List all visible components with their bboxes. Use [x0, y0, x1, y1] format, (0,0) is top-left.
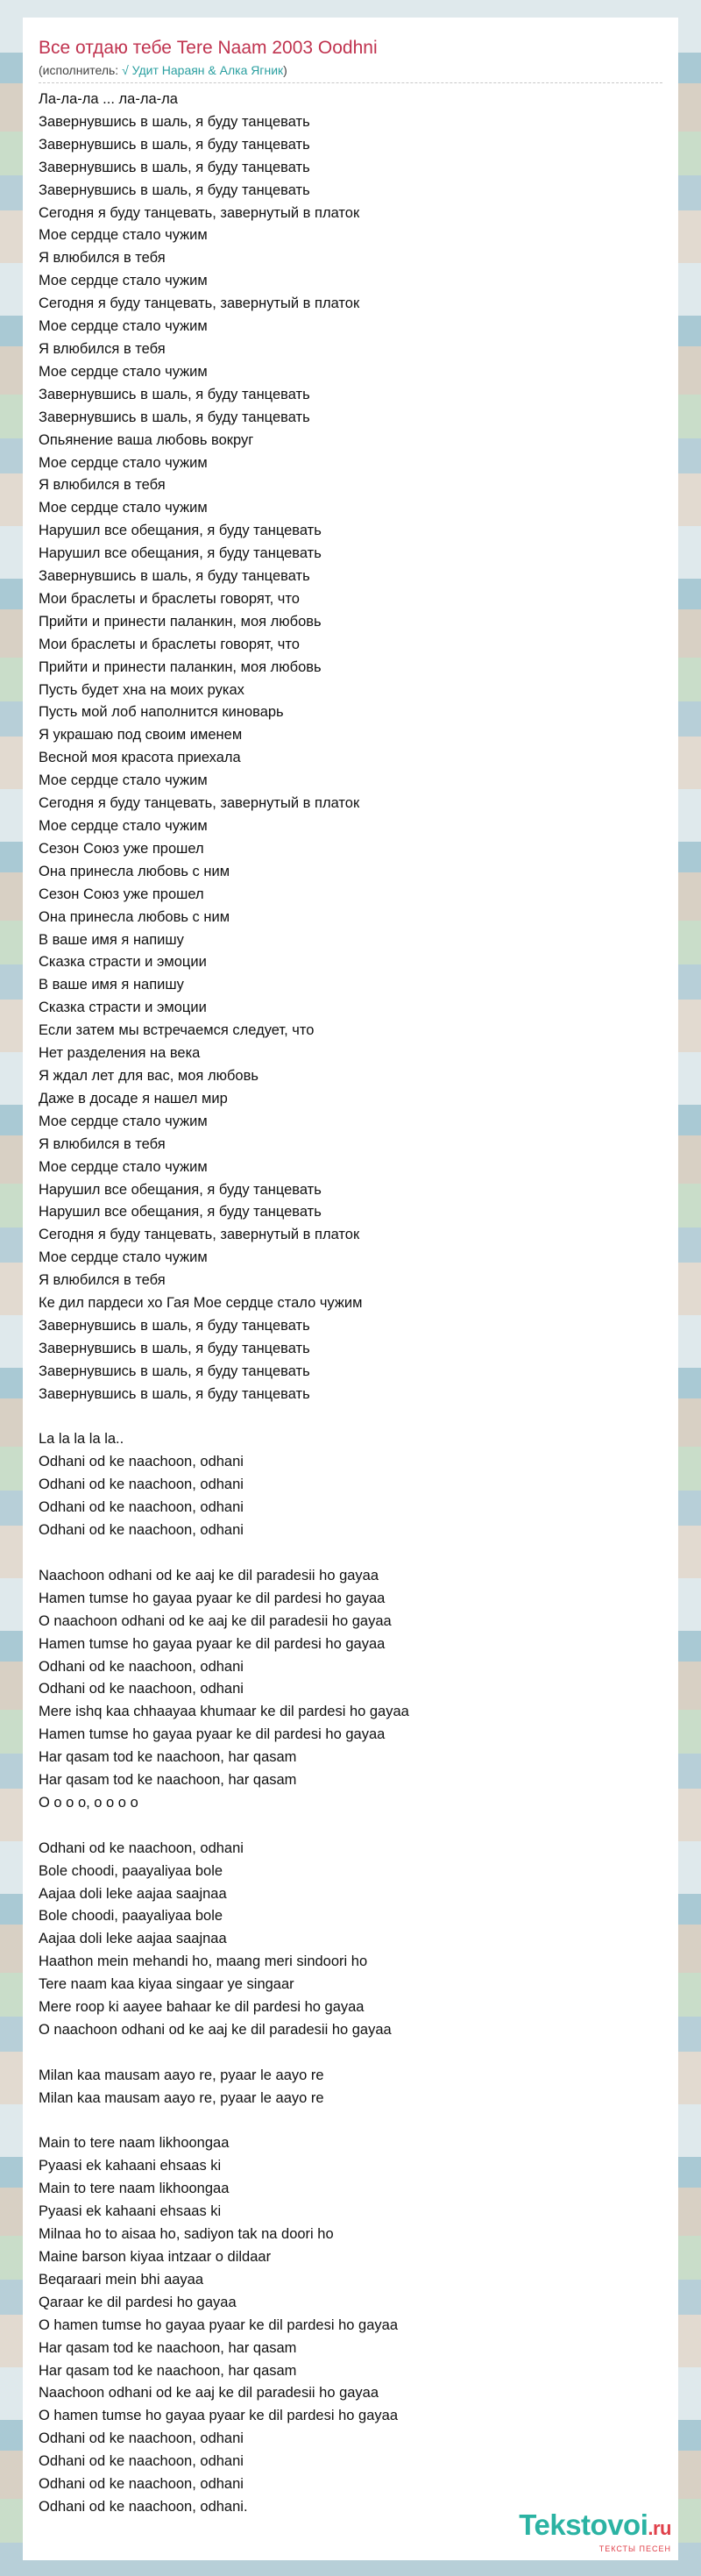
lyric-line: Мое сердце стало чужим — [39, 818, 208, 834]
lyric-line: Мое сердце стало чужим — [39, 500, 208, 516]
lyric-line: Aajaa doli leke aajaa saajnaa — [39, 1885, 227, 1902]
lyric-line: Odhani od ke naachoon, odhani — [39, 1839, 244, 1856]
lyric-line: Odhani od ke naachoon, odhani — [39, 1499, 244, 1516]
lyric-line: Сезон Союз уже прошел — [39, 886, 204, 902]
lyric-blank-line — [39, 2110, 662, 2133]
lyric-line: Сегодня я буду танцевать, завернутый в платок — [39, 1227, 360, 1243]
lyric-blank-line — [39, 1542, 662, 1565]
lyric-line: Я ждал лет для вас, моя любовь — [39, 1067, 258, 1084]
lyric-line: Она принесла любовь с ним — [39, 863, 230, 879]
lyric-line: Мое сердце стало чужим — [39, 1158, 208, 1175]
lyric-line: Qaraar ke dil pardesi ho gayaa — [39, 2294, 237, 2310]
lyric-line: Odhani od ke naachoon, odhani — [39, 1681, 244, 1697]
artist-link[interactable]: √ Удит Нараян & Алка Ягник — [122, 63, 284, 77]
lyric-line: Odhani od ke naachoon, odhani — [39, 1477, 244, 1493]
lyric-line: Beqaraari mein bhi aayaa — [39, 2271, 204, 2288]
lyric-line: Odhani od ke naachoon, odhani — [39, 2476, 244, 2493]
lyric-line: Мое сердце стало чужим — [39, 273, 208, 289]
lyric-line: Сказка страсти и эмоции — [39, 954, 207, 971]
lyric-line: Main to tere naam likhoongaa — [39, 2135, 230, 2152]
logo-wordmark — [519, 2510, 671, 2544]
lyric-line: Pyaasi ek kahaani ehsaas ki — [39, 2158, 222, 2174]
lyric-line: Haathon mein mehandi ho, maang meri sindoori ho — [39, 1953, 368, 1970]
lyric-line: Завернувшись в шаль, я буду танцевать — [39, 159, 310, 175]
lyric-line: Odhani od ke naachoon, odhani — [39, 2453, 244, 2470]
lyric-line: Нарушил все обещания, я буду танцевать — [39, 1181, 322, 1198]
lyric-line: Сезон Союз уже прошел — [39, 840, 204, 857]
lyric-line: Naachoon odhani od ke aaj ke dil paradesii ho gayaa — [39, 2385, 379, 2402]
lyric-line: Tere naam kaa kiyaa singaar ye singaar — [39, 1976, 294, 1993]
lyric-line: Mere roop ki aayee bahaar ke dil pardesi ho gayaa — [39, 1999, 365, 2016]
lyric-line: В ваше имя я напишу — [39, 977, 184, 993]
lyric-line: Hamen tumse ho gayaa pyaar ke dil pardesi ho gayaa — [39, 1726, 386, 1743]
lyric-line: Har qasam tod ke naachoon, har qasam — [39, 2362, 297, 2379]
lyric-line: Odhani od ke naachoon, odhani — [39, 1658, 244, 1675]
lyric-line: Завернувшись в шаль, я буду танцевать — [39, 409, 310, 425]
lyric-line: Пусть мой лоб наполнится киноварь — [39, 704, 284, 721]
lyric-line: Сегодня я буду танцевать, завернутый в платок — [39, 295, 360, 312]
lyric-line: Мое сердце стало чужим — [39, 227, 208, 244]
lyric-line: Odhani od ke naachoon, odhani — [39, 1454, 244, 1470]
lyric-line: Я украшаю под своим именем — [39, 727, 243, 744]
lyric-line: O hamen tumse ho gayaa pyaar ke dil pardesi ho gayaa — [39, 2408, 399, 2424]
lyric-line: Я влюбился в тебя — [39, 477, 166, 494]
lyric-line: Aajaa doli leke aajaa saajnaa — [39, 1931, 227, 1947]
lyric-line: Мое сердце стало чужим — [39, 318, 208, 335]
lyric-line: Завернувшись в шаль, я буду танцевать — [39, 1340, 310, 1356]
artist-prefix: (исполнитель: — [39, 63, 119, 77]
lyric-line: Сегодня я буду танцевать, завернутый в платок — [39, 204, 360, 221]
logo-name: Tekstovoi — [519, 2508, 648, 2541]
lyric-line: Milnaa ho to aisaa ho, sadiyon tak na doori ho — [39, 2226, 334, 2243]
lyric-blank-line — [39, 1406, 662, 1429]
lyric-line: Нарушил все обещания, я буду танцевать — [39, 1204, 322, 1220]
lyric-line: Прийти и принести паланкин, моя любовь — [39, 613, 322, 630]
artist-suffix: ) — [283, 63, 287, 77]
lyric-line: Odhani od ke naachoon, odhani — [39, 2430, 244, 2447]
lyric-line: Мои браслеты и браслеты говорят, что — [39, 590, 300, 607]
lyric-line: Maine barson kiyaa intzaar o dildaar — [39, 2249, 272, 2266]
lyric-line: Если затем мы встречаемся следует, что — [39, 1022, 315, 1039]
lyric-line: Мое сердце стало чужим — [39, 772, 208, 789]
lyric-line: Опьянение ваша любовь вокруг — [39, 431, 254, 448]
lyric-line: Naachoon odhani od ke aaj ke dil paradesii ho gayaa — [39, 1567, 379, 1583]
lyric-line: Даже в досаде я нашел мир — [39, 1090, 228, 1107]
lyric-line: Завернувшись в шаль, я буду танцевать — [39, 1317, 310, 1334]
lyric-line: Bole choodi, paayaliyaa bole — [39, 1908, 223, 1925]
lyric-line: Нарушил все обещания, я буду танцевать — [39, 545, 322, 562]
lyric-line: O hamen tumse ho gayaa pyaar ke dil pardesi ho gayaa — [39, 2316, 399, 2333]
lyric-line: Ла-ла-ла ... ла-ла-ла — [39, 91, 178, 107]
lyric-line: Завернувшись в шаль, я буду танцевать — [39, 136, 310, 153]
lyric-line: Пусть будет хна на моих руках — [39, 681, 244, 698]
lyric-line: Мое сердце стало чужим — [39, 1249, 208, 1266]
lyric-line: Она принесла любовь с ним — [39, 908, 230, 925]
logo-tagline: ТЕКСТЫ ПЕСЕН — [598, 2544, 671, 2553]
lyric-line: Завернувшись в шаль, я буду танцевать — [39, 568, 310, 585]
lyric-line: Bole choodi, paayaliyaa bole — [39, 1862, 223, 1879]
lyric-line: Har qasam tod ke naachoon, har qasam — [39, 1772, 297, 1789]
lyric-line: Main to tere naam likhoongaa — [39, 2181, 230, 2197]
lyric-line: Milan kaa mausam aayo re, pyaar le aayo re — [39, 2067, 324, 2083]
site-logo[interactable] — [519, 2510, 671, 2553]
lyric-line: Milan kaa mausam aayo re, pyaar le aayo re — [39, 2089, 324, 2106]
artist-line — [39, 63, 662, 83]
lyric-line: Hamen tumse ho gayaa pyaar ke dil pardesi ho gayaa — [39, 1635, 386, 1652]
lyric-line: Завернувшись в шаль, я буду танцевать — [39, 1363, 310, 1379]
logo-tld: .ru — [648, 2517, 671, 2539]
lyric-line: Мои браслеты и браслеты говорят, что — [39, 636, 300, 652]
lyric-line: Pyaasi ek kahaani ehsaas ki — [39, 2203, 222, 2220]
lyric-line: Я влюбился в тебя — [39, 1272, 166, 1289]
lyric-line: Мое сердце стало чужим — [39, 1113, 208, 1129]
lyric-line: Завернувшись в шаль, я буду танцевать — [39, 386, 310, 402]
lyric-line: Mere ishq kaa chhaayaa khumaar ke dil pardesi ho gayaa — [39, 1704, 409, 1720]
lyric-line: Я влюбился в тебя — [39, 1135, 166, 1152]
lyric-line: Мое сердце стало чужим — [39, 363, 208, 380]
lyric-line: O naachoon odhani od ke aaj ke dil paradesii ho gayaa — [39, 1612, 392, 1629]
lyric-line: O o o o, o o o o — [39, 1794, 138, 1811]
lyric-line: O naachoon odhani od ke aaj ke dil paradesii ho gayaa — [39, 2021, 392, 2038]
lyrics-text — [39, 89, 662, 2519]
lyric-line: Odhani od ke naachoon, odhani — [39, 1522, 244, 1539]
lyric-line: Я влюбился в тебя — [39, 250, 166, 267]
lyric-line: Har qasam tod ke naachoon, har qasam — [39, 1749, 297, 1766]
lyric-blank-line — [39, 2042, 662, 2065]
lyric-line: Весной моя красота приехала — [39, 750, 241, 766]
lyric-line: Нарушил все обещания, я буду танцевать — [39, 523, 322, 539]
lyric-line: Ке дил пардеси хо Гая Мое сердце стало чужим — [39, 1295, 363, 1312]
lyric-line: Прийти и принести паланкин, моя любовь — [39, 658, 322, 675]
lyric-line: Сегодня я буду танцевать, завернутый в платок — [39, 795, 360, 812]
lyric-line: Нет разделения на века — [39, 1045, 201, 1062]
lyric-line: Мое сердце стало чужим — [39, 454, 208, 471]
lyric-line: Odhani od ke naachoon, odhani. — [39, 2498, 248, 2515]
lyrics-card — [23, 18, 678, 2560]
lyric-line: Я влюбился в тебя — [39, 340, 166, 357]
lyric-blank-line — [39, 1815, 662, 1838]
lyric-line: Сказка страсти и эмоции — [39, 1000, 207, 1016]
song-title: Все отдаю тебе Tere Naam 2003 Oodhni — [39, 38, 378, 58]
lyric-line: Hamen tumse ho gayaa pyaar ke dil pardesi ho gayaa — [39, 1590, 386, 1606]
lyric-line: Har qasam tod ke naachoon, har qasam — [39, 2339, 297, 2356]
lyric-line: La la la la la.. — [39, 1431, 124, 1448]
lyric-line: В ваше имя я напишу — [39, 931, 184, 948]
lyric-line: Завернувшись в шаль, я буду танцевать — [39, 181, 310, 198]
lyric-line: Завернувшись в шаль, я буду танцевать — [39, 1385, 310, 1402]
lyric-line: Завернувшись в шаль, я буду танцевать — [39, 113, 310, 130]
